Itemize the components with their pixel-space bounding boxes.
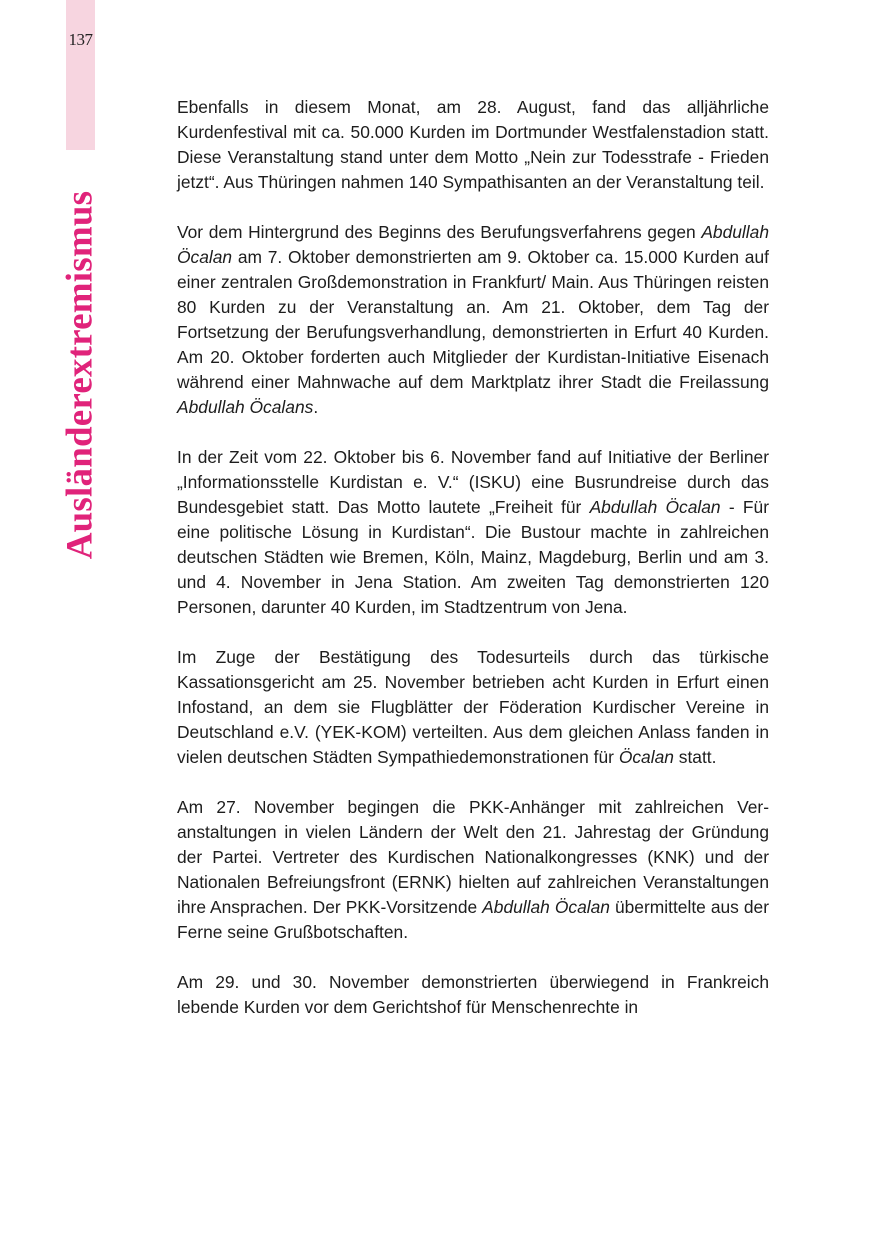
name-emphasis: Abdullah Öcalans [177,397,314,417]
paragraph-festival [177,95,769,195]
text-segment: In der Zeit vom 22. Oktober bis 6. November fand auf Initiative der Berliner „Informationsstelle Kurdistan e. V.“ (ISKU) eine Busrundreise durch das Bundesgebiet statt. Das Motto lautete „Freiheit für [177,447,769,517]
body-text [177,95,769,1020]
text-segment: Am 27. November begingen die PKK-Anhänger mit zahlreichen Veranstaltungen in vielen Ländern der Welt den 21. Jahrestag der Gründung der Partei. Vertreter des Kurdischen Nationalkongresses (KNK) und der Nationalen Befreiungsfront (ERNK) hielten auf zahlreichen Veranstaltungen ihre Ansprachen. Der PKK-Vorsitzende [177,797,769,917]
section-color-strip [66,0,95,150]
text-segment: Ebenfalls in diesem Monat, am 28. August, fand das alljährliche Kurdenfestival mit ca. 50.000 Kurden im Dortmunder Westfalenstadion statt. Diese Veranstaltung stand unter dem Motto „Nein zur Todesstrafe - Frieden jetzt“. Aus Thüringen nahmen 140 Sympathisanten an der Veranstaltung teil. [177,97,769,192]
name-emphasis: Öcalan [618,747,674,767]
paragraph-bus-tour [177,445,769,620]
name-emphasis: Abdullah Öcalan [482,897,610,917]
section-title: Ausländerextremismus [59,190,101,560]
text-segment: statt. [673,747,717,767]
page-number: 137 [68,30,93,49]
text-segment: - Für eine politische Lösung in Kurdistan“. Die Bustour machte in zahlreichen deutschen Städten wie Bremen, Köln, Mainz, Magdeburg, Berlin und am 3. und 4. November in Jena Station. Am zweiten Tag demonstrierten 120 Personen, darunter 40 Kurden, im Stadtzentrum von Jena. [177,497,769,617]
text-segment: am 7. Oktober demonstrierten am 9. Oktober ca. 15.000 Kurden auf einer zentralen Großdemonstration in Frankfurt/ Main. Aus Thüringen reisten 80 Kurden zu der Veranstaltung an. Am 21. Oktober, dem Tag der Fortsetzung der Berufungsverhandlung, demonstrierten in Erfurt 40 Kurden. Am 20. Oktober forderten auch Mitglieder der Kurdistan-Initiative Eisenach während einer Mahnwache auf dem Marktplatz ihrer Stadt die Freilassung [177,247,769,392]
text-segment: Vor dem Hintergrund des Beginns des Berufungsverfahrens gegen [177,222,702,242]
name-emphasis: Abdullah Öcalan [177,222,769,267]
text-segment: . [313,397,319,417]
text-segment: Im Zuge der Bestätigung des Todesurteils durch das türkische Kassationsgericht am 25. November betrieben acht Kurden in Erfurt einen Infostand, an dem sie Flugblätter der Föderation Kurdischer Vereine in Deutschland e.V. (YEK-KOM) verteilten. Aus dem gleichen Anlass fanden in vielen deutschen Städten Sympathiedemonstrationen für [177,647,769,767]
text-segment: übermittelte aus der Ferne seine Grußbotschaften. [177,897,770,942]
text-segment: Am 29. und 30. November demonstrierten überwiegend in Frankreich lebende Kurden vor dem Gerichtshof für Menschenrechte in [177,972,769,1017]
paragraph-death-sentence [177,645,769,770]
paragraph-strasbourg [177,970,769,1020]
name-emphasis: Abdullah Öcalan [589,497,721,517]
paragraph-party-anniversary [177,795,769,945]
paragraph-october-demonstrations [177,220,769,420]
